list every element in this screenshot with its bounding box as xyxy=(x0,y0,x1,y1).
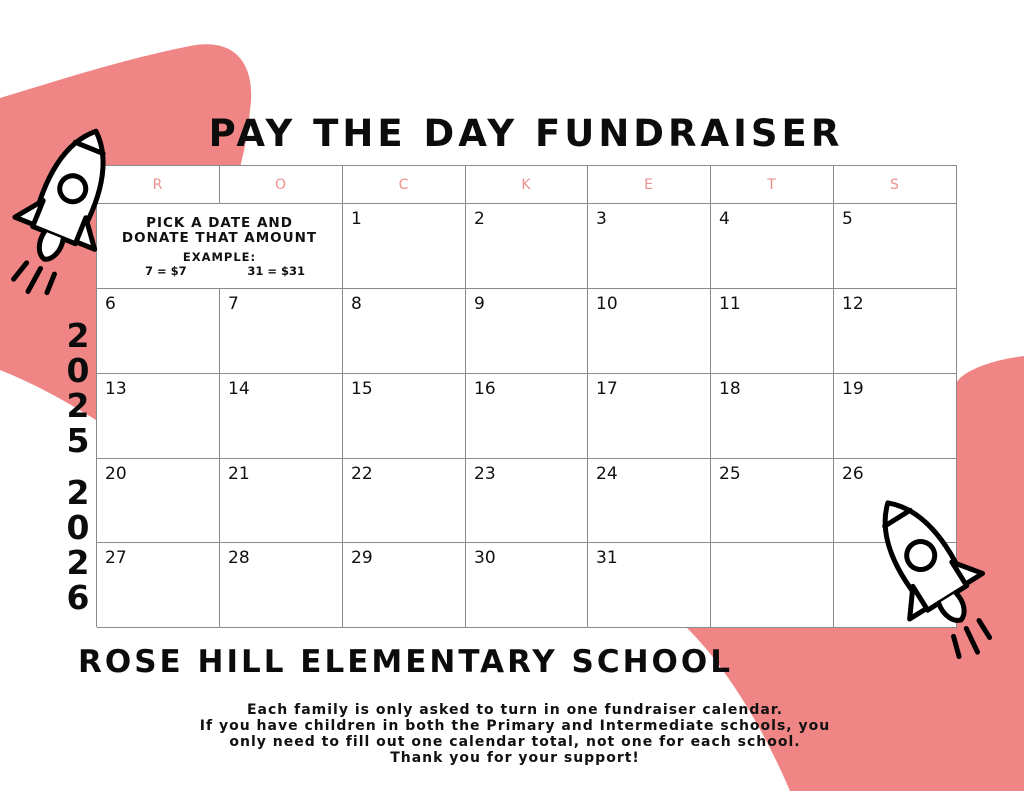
year-digit: 5 xyxy=(66,421,90,460)
day-number: 14 xyxy=(228,379,250,399)
day-number: 29 xyxy=(351,548,373,568)
weekday-header: E xyxy=(588,166,711,204)
year-digit: 2 xyxy=(66,543,90,582)
day-cell[interactable] xyxy=(97,543,220,628)
year-digit: 2 xyxy=(66,386,90,425)
day-cell[interactable] xyxy=(588,459,711,543)
day-cell[interactable] xyxy=(220,459,343,543)
day-number: 25 xyxy=(719,464,741,484)
weekday-header: C xyxy=(343,166,466,204)
page-title: PAY THE DAY FUNDRAISER xyxy=(208,112,844,155)
year-digit: 0 xyxy=(66,351,90,390)
day-cell[interactable] xyxy=(588,543,711,628)
day-number: 13 xyxy=(105,379,127,399)
day-cell[interactable] xyxy=(343,289,466,374)
day-cell[interactable] xyxy=(834,204,957,289)
day-number: 5 xyxy=(842,209,853,229)
calendar-grid xyxy=(96,165,957,627)
rocket-icon xyxy=(4,118,134,308)
day-cell[interactable] xyxy=(343,204,466,289)
day-cell[interactable] xyxy=(711,289,834,374)
day-cell[interactable] xyxy=(466,543,588,628)
weekday-header: O xyxy=(220,166,343,204)
day-number: 7 xyxy=(228,294,239,314)
day-number: 16 xyxy=(474,379,496,399)
example-label: EXAMPLE: xyxy=(182,250,257,264)
day-cell[interactable] xyxy=(97,459,220,543)
day-number: 17 xyxy=(596,379,618,399)
year-2026 xyxy=(67,475,90,615)
instructions-line2: DONATE THAT AMOUNT xyxy=(121,230,318,246)
day-cell-empty xyxy=(711,543,834,628)
day-cell[interactable] xyxy=(466,374,588,459)
day-cell[interactable] xyxy=(834,289,957,374)
day-number: 8 xyxy=(351,294,362,314)
day-cell[interactable] xyxy=(711,374,834,459)
day-number: 6 xyxy=(105,294,116,314)
school-name: ROSE HILL ELEMENTARY SCHOOL xyxy=(78,644,733,680)
day-cell[interactable] xyxy=(711,204,834,289)
note-line: only need to fill out one calendar total, not one for each school. xyxy=(229,734,801,750)
day-number: 12 xyxy=(842,294,864,314)
weekday-header: S xyxy=(834,166,957,204)
day-number: 30 xyxy=(474,548,496,568)
year-digit: 2 xyxy=(66,473,90,512)
day-cell[interactable] xyxy=(588,374,711,459)
day-number: 18 xyxy=(719,379,741,399)
day-number: 9 xyxy=(474,294,485,314)
day-cell[interactable] xyxy=(588,204,711,289)
day-number: 26 xyxy=(842,464,864,484)
year-digit: 2 xyxy=(66,316,90,355)
example-a: 7 = $7 xyxy=(145,264,187,278)
day-number: 22 xyxy=(351,464,373,484)
day-number: 28 xyxy=(228,548,250,568)
instructions-line1: PICK A DATE AND xyxy=(146,215,293,231)
day-cell[interactable] xyxy=(97,374,220,459)
note-line: Each family is only asked to turn in one fundraiser calendar. xyxy=(246,702,784,718)
year-2025 xyxy=(67,318,90,458)
day-cell[interactable] xyxy=(711,459,834,543)
day-cell[interactable] xyxy=(220,374,343,459)
day-number: 23 xyxy=(474,464,496,484)
day-cell[interactable] xyxy=(343,543,466,628)
note-line: If you have children in both the Primary and Intermediate schools, you xyxy=(199,718,831,734)
day-number: 24 xyxy=(596,464,618,484)
day-cell[interactable] xyxy=(343,374,466,459)
day-number: 20 xyxy=(105,464,127,484)
day-number: 15 xyxy=(351,379,373,399)
day-cell[interactable] xyxy=(834,374,957,459)
day-cell[interactable] xyxy=(466,204,588,289)
day-number: 11 xyxy=(719,294,741,314)
day-number: 27 xyxy=(105,548,127,568)
day-cell[interactable] xyxy=(466,289,588,374)
day-number: 19 xyxy=(842,379,864,399)
day-cell[interactable] xyxy=(343,459,466,543)
day-cell[interactable] xyxy=(588,289,711,374)
day-number: 2 xyxy=(474,209,485,229)
example-b: 31 = $31 xyxy=(247,264,305,278)
weekday-header: R xyxy=(97,166,220,204)
year-stack xyxy=(58,318,98,615)
note-line: Thank you for your support! xyxy=(390,750,640,766)
day-cell[interactable] xyxy=(220,543,343,628)
day-number: 4 xyxy=(719,209,730,229)
year-digit: 6 xyxy=(66,578,90,617)
day-number: 31 xyxy=(596,548,618,568)
year-digit: 0 xyxy=(66,508,90,547)
rocket-icon xyxy=(856,484,1006,674)
footer-note xyxy=(110,702,920,766)
weekday-header: T xyxy=(711,166,834,204)
day-number: 21 xyxy=(228,464,250,484)
day-number: 1 xyxy=(351,209,362,229)
day-number: 10 xyxy=(596,294,618,314)
day-number: 3 xyxy=(596,209,607,229)
weekday-header: K xyxy=(466,166,588,204)
day-cell[interactable] xyxy=(466,459,588,543)
day-cell[interactable] xyxy=(220,289,343,374)
